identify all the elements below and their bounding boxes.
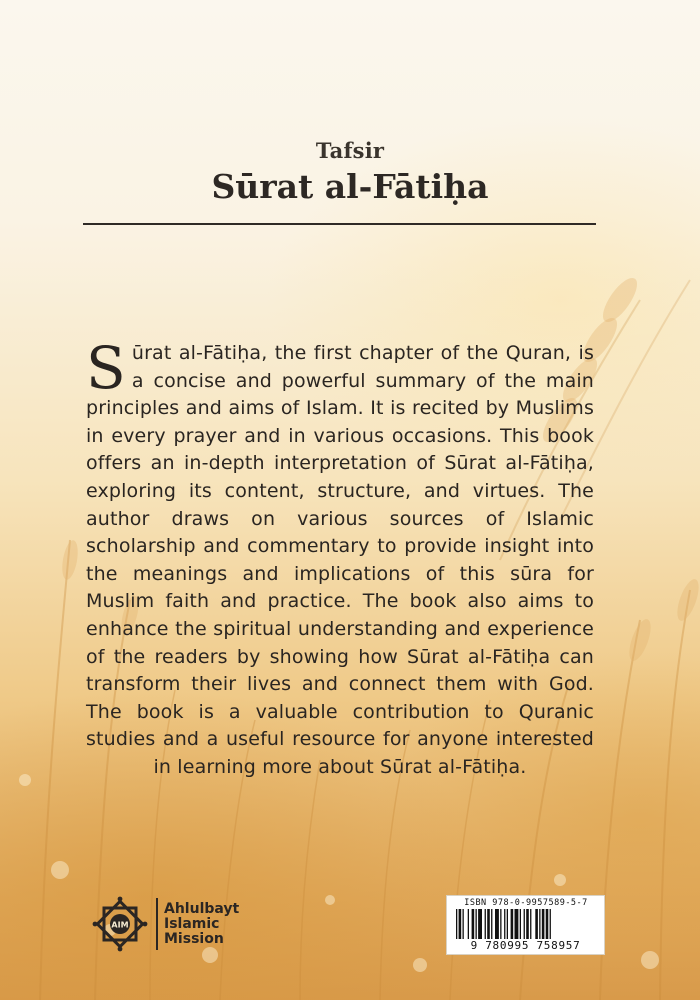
barcode-stripe [542,909,545,939]
barcode-stripe [535,909,538,939]
eight-point-star-logo-icon [90,894,150,954]
barcode-stripe [526,909,529,939]
barcode-stripe [520,909,521,939]
barcode-stripe [456,909,457,939]
barcode-stripe [500,909,501,939]
drop-cap: S [86,334,126,402]
barcode-stripe [495,909,499,939]
barcode-stripe [504,909,505,939]
title-block [0,138,700,206]
logo-divider [156,898,158,950]
publisher-name [164,902,239,947]
book-description [86,334,594,782]
title-kicker: Tafsir [315,138,385,163]
publisher-name-line-2: Islamic [164,915,220,932]
publisher-name-line-1: Ahlulbayt [164,900,240,917]
description-text: ūrat al-Fātiḥa, the first chapter of the Quran, is a concise and powerful summary of the main principles and aims of Islam. It is recited by Muslims in every prayer and in various occasions. This book offers an in-depth interpretation of Sūrat al-Fātiḥa, exploring its content, structure, and virtues. The author draws on various sources of Islamic scholarship and commentary to provide insight into the meanings and implications of this sūra for Muslim faith and practice. The book also aims to enhance the spiritual understanding and experience of the readers by showing how Sūrat al-Fātiḥa can transform their lives and connect them with God. The book is a valuable contribution to Quranic studies and a useful resource for anyone interested in learning more about Sūrat al-Fātiḥa. [86,342,594,778]
barcode-bars [456,909,596,939]
barcode-stripe [478,909,482,939]
logo-monogram: AIM [111,920,129,930]
barcode-stripe [507,909,508,939]
barcode-digits: 9 780995 758957 [470,939,581,952]
barcode-stripe [530,909,531,939]
barcode-stripe [487,909,490,939]
book-title: Sūrat al-Fātiḥa [211,167,489,206]
barcode-stripe [550,909,551,939]
barcode-stripe [485,909,486,939]
barcode-stripe [546,909,549,939]
isbn-label: ISBN 978-0-9957589-5-7 [464,898,588,908]
publisher-logo [90,893,239,955]
barcode-stripe [468,909,469,939]
barcode-stripe [511,909,514,939]
barcode-stripe [472,909,475,939]
barcode-stripe [491,909,492,939]
isbn-barcode [446,895,605,955]
barcode-stripe [476,909,477,939]
barcode-stripe [463,909,464,939]
barcode-stripe [515,909,519,939]
barcode-stripe [539,909,540,939]
barcode-stripe [524,909,525,939]
barcode-stripe [459,909,462,939]
title-divider [83,223,596,225]
publisher-name-line-3: Mission [164,930,224,947]
